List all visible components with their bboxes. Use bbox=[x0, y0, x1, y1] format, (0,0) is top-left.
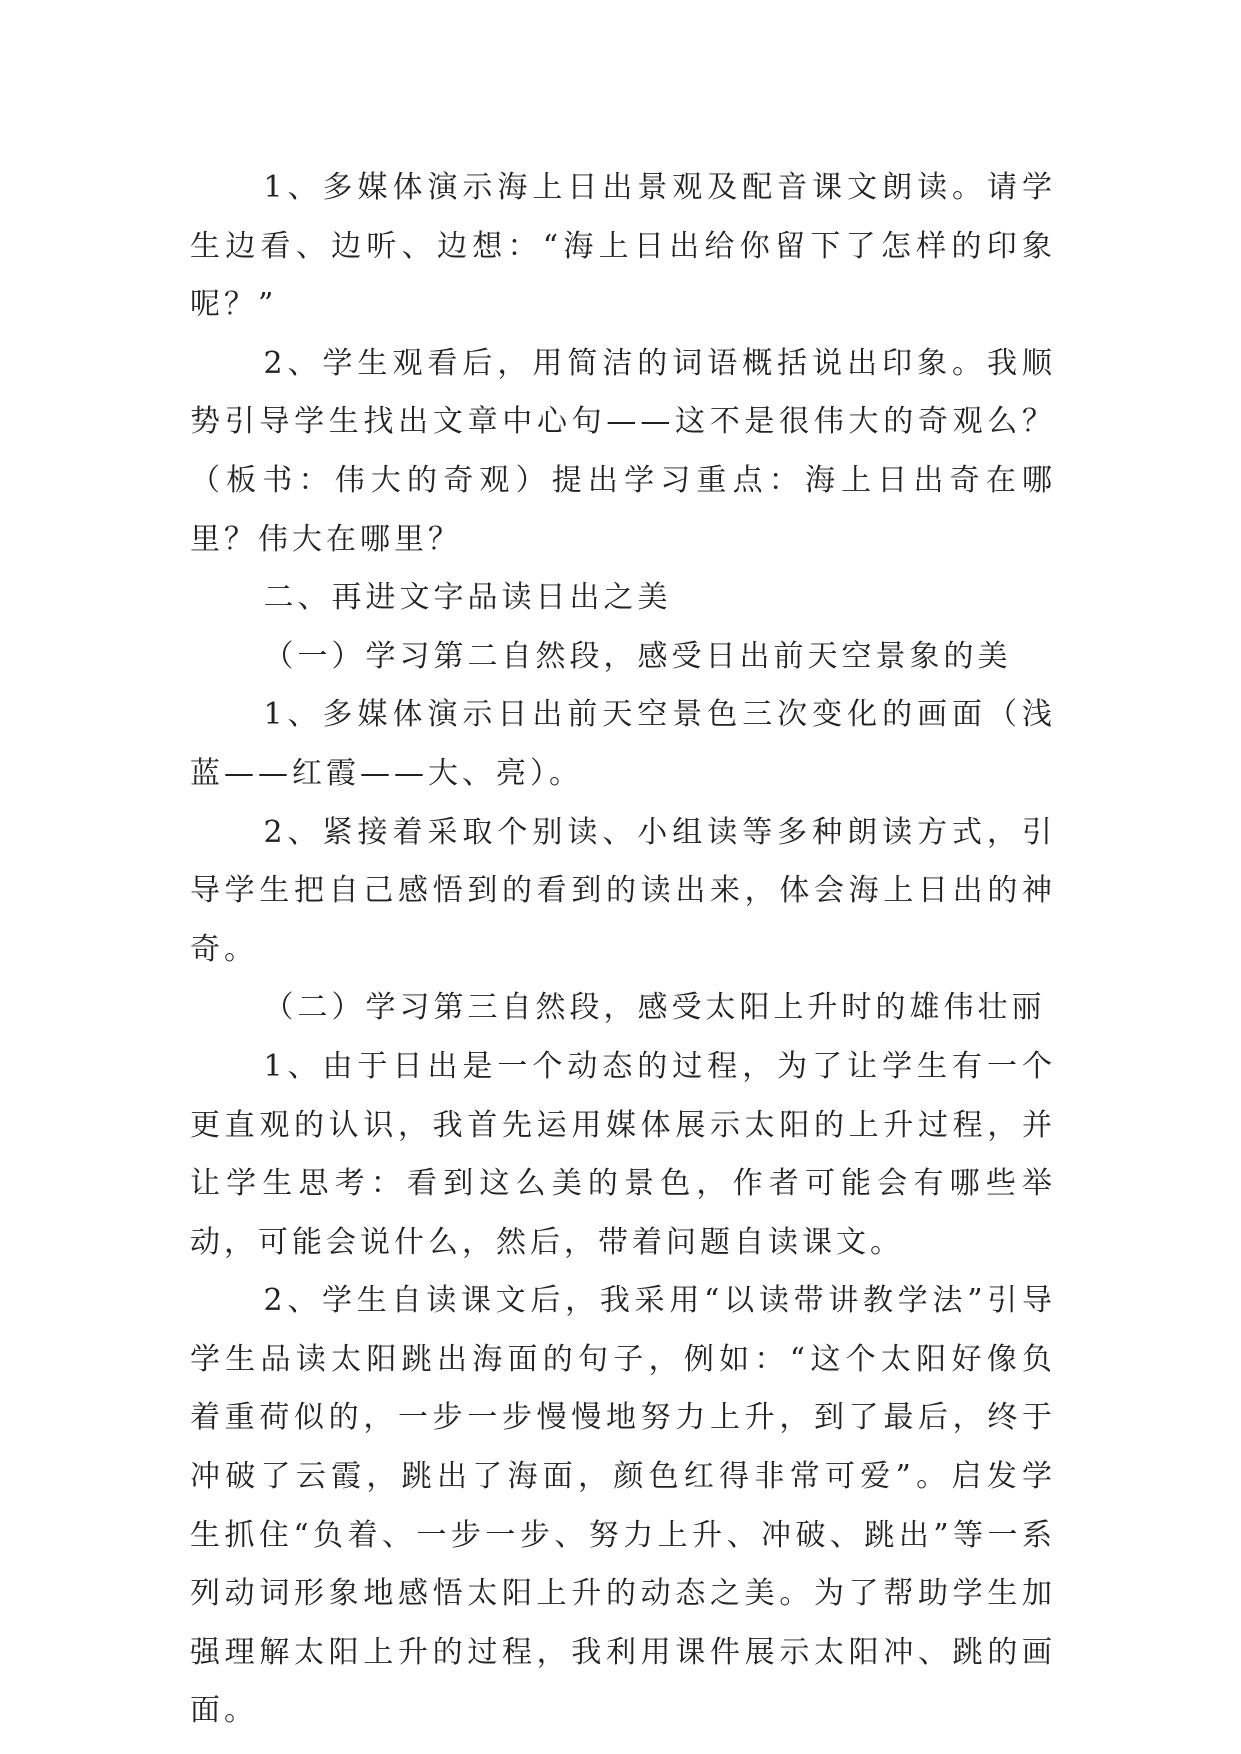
document-body bbox=[190, 159, 1056, 1741]
paragraph-6: 2、学生自读课文后，我采用“以读带讲教学法”引导学生品读太阳跳出海面的句子，例如：“这个太阳好像负着重荷似的，一步一步慢慢地努力上升，到了最后，终于冲破了云霞，跳出了海面，颜色红得非常可爱”。启发学生抓住“负着、一步一步、努力上升、冲破、跳出”等一系列动词形象地感悟太阳上升的动态之美。为了帮助学生加强理解太阳上升的过程，我利用课件展示太阳冲、跳的画面。 bbox=[190, 1283, 1056, 1729]
paragraph-5: 1、由于日出是一个动态的过程，为了让学生有一个更直观的认识，我首先运用媒体展示太阳的上升过程，并让学生思考：看到这么美的景色，作者可能会有哪些举动，可能会说什么，然后，带着问题自读课文。 bbox=[190, 1048, 1056, 1260]
paragraph-4: 2、紧接着采取个别读、小组读等多种朗读方式，引导学生把自己感悟到的看到的读出来，体会海上日出的神奇。 bbox=[190, 814, 1056, 967]
subsection-heading-2: （二）学习第三自然段，感受太阳上升时的雄伟壮丽 bbox=[263, 990, 1046, 1026]
subsection-heading-1: （一）学习第二自然段，感受日出前天空景象的美 bbox=[263, 638, 1012, 674]
paragraph-1: 1、多媒体演示海上日出景观及配音课文朗读。请学生边看、边听、边想：“海上日出给你留下了怎样的印象呢？” bbox=[190, 170, 1056, 323]
paragraph-2: 2、学生观看后，用简洁的词语概括说出印象。我顺势引导学生找出文章中心句——这不是很伟大的奇观么？（板书：伟大的奇观）提出学习重点：海上日出奇在哪里？伟大在哪里？ bbox=[190, 345, 1056, 557]
section-heading-2: 二、再进文字品读日出之美 bbox=[263, 580, 672, 616]
paragraph-3: 1、多媒体演示日出前天空景色三次变化的画面（浅蓝——红霞——大、亮）。 bbox=[190, 697, 1056, 791]
